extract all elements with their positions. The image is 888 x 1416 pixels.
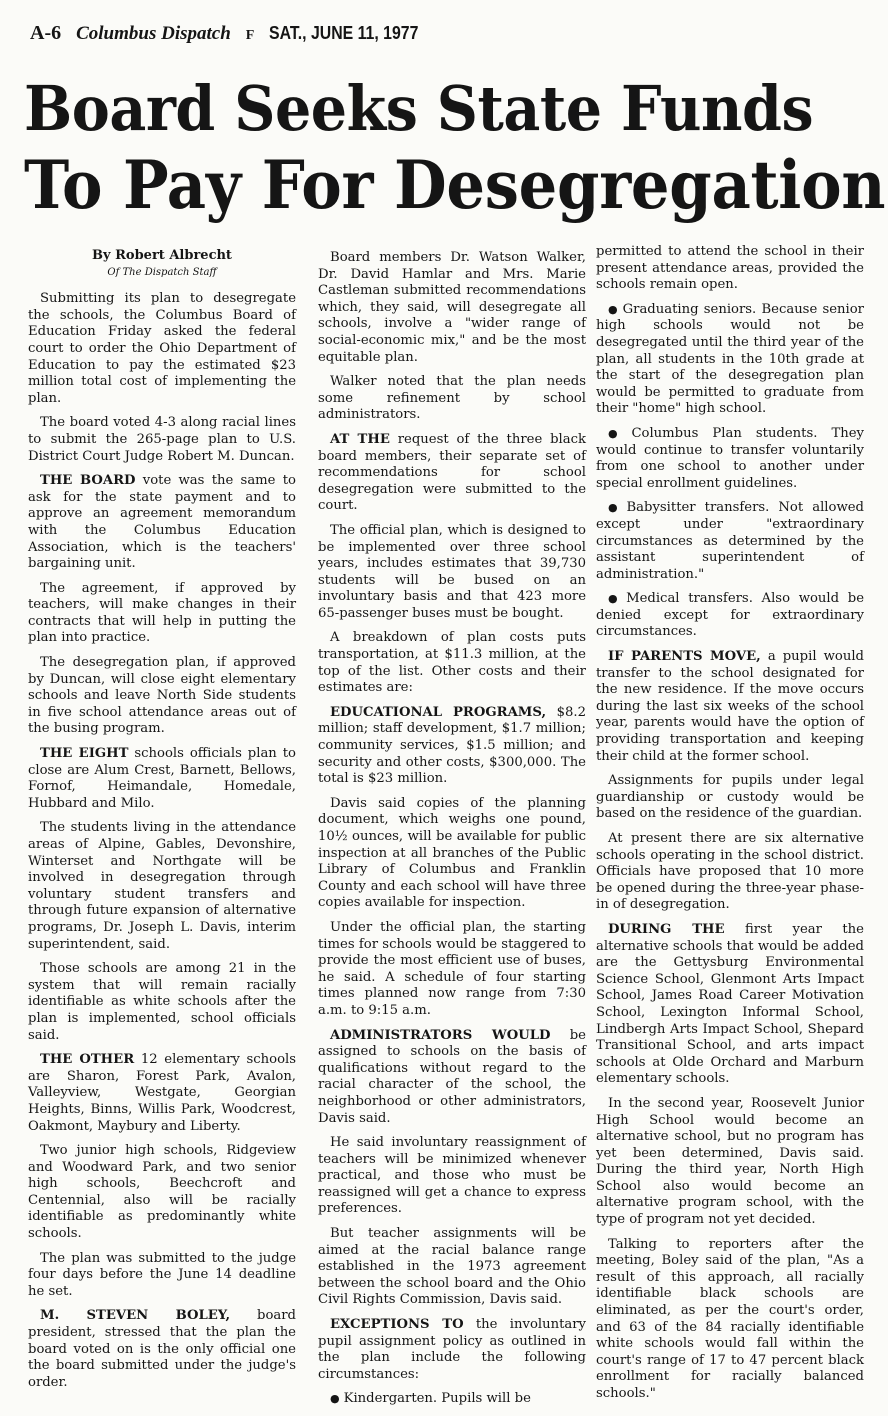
paragraph-text: a pupil would transfer to the school designated for the new residence. If the move occurs during the last six weeks of the school year, parents would have the option of providing transportation and keeping their child at the former school.	[596, 649, 864, 764]
paragraph: Walker noted that the plan needs some refinement by school administrators.	[318, 374, 586, 423]
paragraph: The official plan, which is designed to be implemented over three school years, includes estimates that 39,730 students will be bused on an involuntary basis and that 423 more 65-passenger buses must be bought.	[318, 522, 586, 621]
folio-line	[30, 22, 449, 45]
paragraph-lead: M. STEVEN BOLEY,	[40, 1308, 231, 1324]
bullet-icon: ●	[330, 1392, 340, 1406]
paragraph-lead: AT THE	[330, 431, 390, 447]
paragraph-lead: IF PARENTS MOVE,	[608, 649, 761, 665]
bullet-text: Kindergarten. Pupils will be	[343, 1391, 531, 1407]
bullet-icon: ●	[608, 592, 623, 606]
article-column-1	[28, 238, 296, 1399]
bullet-item	[596, 426, 864, 492]
bullet-text: Medical transfers. Also would be denied except for extraordinary circumstances.	[596, 591, 864, 640]
paragraph-lead: THE EIGHT	[40, 746, 129, 762]
paragraph	[28, 473, 296, 573]
page-number: A-6	[30, 22, 62, 44]
paragraph: The students living in the attendance areas of Alpine, Gables, Devonshire, Winterset and Northgate will be involved in desegregation through voluntary student transfers and through future expansion of alternative programs, Dr. Joseph L. Davis, interim superintendent, said.	[28, 820, 296, 952]
paragraph: At present there are six alternative schools operating in the school district. Officials have proposed that 10 more be opened during the three-year phase-in of desegregation.	[596, 831, 864, 913]
paragraph: But teacher assignments will be aimed at the racial balance range established in the 1973 agreement between the school board and the Ohio Civil Rights Commission, Davis said.	[318, 1226, 586, 1308]
paragraph	[318, 705, 586, 788]
paragraph-lead: THE BOARD	[40, 473, 136, 489]
paragraph: The plan was submitted to the judge four days before the June 14 deadline he set.	[28, 1250, 296, 1299]
paragraph: He said involuntary reassignment of teachers will be minimized whenever practical, and those who must be reassigned will get a chance to express preferences.	[318, 1135, 586, 1217]
bullet-text: Babysitter transfers. Not allowed except under "extraordinary circumstances as determined by the assistant superintendent of administration."	[596, 500, 864, 582]
article-column-2	[318, 250, 586, 1416]
paragraph-text: board president, stressed that the plan the board voted on is the only official one the board submitted under the judge's order.	[28, 1308, 296, 1390]
paragraph	[596, 922, 864, 1088]
paragraph	[318, 1028, 586, 1128]
paragraph-lead: DURING THE	[608, 921, 725, 937]
paragraph-text: the involuntary pupil assignment policy as outlined in the plan include the following circumstances:	[318, 1317, 586, 1382]
paragraph-text: be assigned to schools on the basis of qualifications without regard to the racial character of the school, the neighborhood or other administrators, Davis said.	[318, 1027, 586, 1126]
paragraph	[596, 649, 864, 765]
newspaper-name: Columbus Dispatch	[76, 23, 231, 44]
bullet-item	[596, 591, 864, 641]
paragraph: A breakdown of plan costs puts transportation, at $11.3 million, at the top of the list. Other costs and their estimates are:	[318, 630, 586, 696]
paragraph: The agreement, if approved by teachers, will make changes in their contracts that will help in putting the plan into practice.	[28, 580, 296, 646]
headline-line-1: Board Seeks State Funds	[24, 72, 814, 145]
paragraph: Davis said copies of the planning document, which weighs one pound, 10½ ounces, will be available for public inspection at all branches of the Public Library of Columbus and Franklin County and each school will have three copies available for inspection.	[318, 795, 586, 911]
bullet-icon: ●	[608, 501, 623, 515]
byline-staff: Of The Dispatch Staff	[107, 266, 217, 278]
paragraph: Submitting its plan to desegregate the schools, the Columbus Board of Education Friday asked the federal court to order the Ohio Department of Education to pay the estimated $23 million total cost of implementing the plan.	[28, 291, 296, 406]
paragraph: The board voted 4-3 along racial lines to submit the 265-page plan to U.S. District Court Judge Robert M. Duncan.	[28, 415, 296, 464]
bullet-text: Columbus Plan students. They would continue to transfer voluntarily from one school to another under special enrollment guidelines.	[596, 425, 864, 491]
bullet-item	[596, 302, 864, 418]
article-column-3	[596, 244, 864, 1411]
paragraph: Those schools are among 21 in the system that will remain racially identifiable as white schools after the plan is implemented, school officials said.	[28, 961, 296, 1043]
paragraph-text: schools officials plan to close are Alum Crest, Barnett, Bellows, Fornof, Heimandale, Homedale, Hubbard and Milo.	[28, 746, 296, 811]
paragraph: The desegregation plan, if approved by Duncan, will close eight elementary schools and leave North Side students in five school attendance areas out of the busing program.	[28, 655, 296, 737]
paragraph: Talking to reporters after the meeting, Boley said of the plan, "As a result of this approach, all racially identifiable black schools are eliminated, as per the court's order, and 63 of the 84 racially identifiable white schools would fall within the court's range of 17 to 47 percent black enrollment for racially balanced schools."	[596, 1236, 864, 1401]
paragraph	[28, 1052, 296, 1135]
paragraph-text: first year the alternative schools that would be added are the Gettysburg Environmental Science School, Glenmont Arts Impact School, James Road Career Motivation School, Lexington Informal School, Lindbergh Arts Impact School, Shepard Transitional School, and arts impact schools at Olde Orchard and Marburn elementary schools.	[596, 921, 864, 1087]
paragraph	[318, 432, 586, 515]
bullet-icon: ●	[608, 302, 619, 316]
paragraph: Under the official plan, the starting times for schools would be staggered to provide the most efficient use of buses, he said. A schedule of four starting times planned now range from 7:30 a.m. to 9:15 a.m.	[318, 919, 586, 1018]
paragraph: In the second year, Roosevelt Junior High School would become an alternative school, but no program has yet been determined, Davis said. During the third year, North High School also would become an alternative program school, with the type of program not yet decided.	[596, 1095, 864, 1228]
paragraph-lead: EDUCATIONAL PROGRAMS,	[330, 704, 547, 720]
paragraph: Assignments for pupils under legal guardianship or custody would be based on the residence of the guardian.	[596, 773, 864, 822]
bullet-item	[596, 500, 864, 583]
paragraph: permitted to attend the school in their present attendance areas, provided the schools remain open.	[596, 244, 864, 293]
edition-mark: F	[245, 28, 255, 43]
paragraph-text: $8.2 million; staff development, $1.7 million; community services, $1.5 million; and security and other costs, $300,000. The total is $23 million.	[318, 704, 586, 787]
issue-date: SAT., JUNE 11, 1977	[269, 23, 419, 43]
headline-line-2: To Pay For Desegregation	[24, 146, 886, 224]
paragraph-lead: THE OTHER	[40, 1052, 135, 1068]
bullet-item	[318, 1391, 586, 1408]
paragraph-text: 12 elementary schools are Sharon, Forest Park, Avalon, Valleyview, Westgate, Georgian Heights, Binns, Willis Park, Woodcrest, Oakmont, Maybury and Liberty.	[28, 1052, 296, 1134]
paragraph	[28, 1308, 296, 1391]
byline: By Robert Albrecht	[92, 248, 232, 263]
paragraph-lead: EXCEPTIONS TO	[330, 1317, 464, 1333]
paragraph-text: vote was the same to ask for the state payment and to approve an agreement memorandum with the Columbus Education Association, which is the teachers' bargaining unit.	[28, 473, 296, 572]
paragraph	[28, 746, 296, 812]
bullet-icon: ●	[608, 426, 628, 440]
paragraph-lead: ADMINISTRATORS WOULD	[330, 1027, 551, 1043]
paragraph: Two junior high schools, Ridgeview and Woodward Park, and two senior high schools, Beechcroft and Centennial, also will be racially identifiable as predominantly white schools.	[28, 1143, 296, 1242]
paragraph: Board members Dr. Watson Walker, Dr. David Hamlar and Mrs. Marie Castleman submitted recommendations which, they said, will desegregate all schools, involve a "wider range of social-economic mix," and be the most equitable plan.	[318, 250, 586, 365]
paragraph	[318, 1317, 586, 1383]
bullet-text: Graduating seniors. Because senior high schools would not be desegregated until the third year of the plan, all students in the 10th grade at the start of the desegregation plan would be permitted to graduate from their "home" high school.	[596, 301, 864, 417]
paragraph-text: request of the three black board members, their separate set of recommendations for school desegregation were submitted to the court.	[318, 431, 586, 514]
